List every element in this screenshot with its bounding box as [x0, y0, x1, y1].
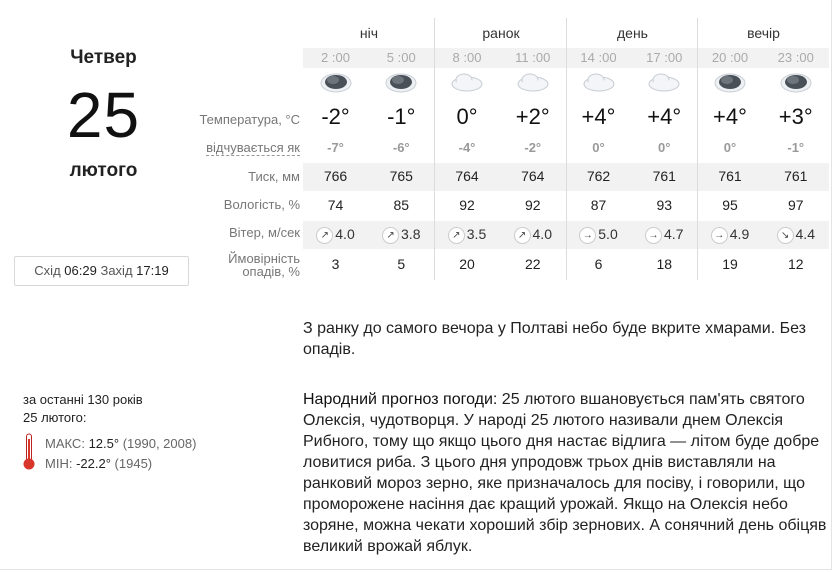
hour-wind	[435, 226, 500, 244]
history-min	[45, 456, 152, 471]
sunset-label: Захід	[100, 263, 133, 278]
hour-pressure: 765	[389, 168, 413, 184]
cloud-dark-icon	[763, 70, 828, 94]
wind-direction-icon: ↘	[777, 227, 794, 244]
sun-times	[14, 256, 189, 286]
hour-temperature: +4°	[647, 104, 682, 129]
hour-temperature: +4°	[581, 104, 616, 129]
hour-wind	[566, 226, 631, 244]
history-max-years: (1990, 2008)	[122, 436, 197, 451]
hour-precip: 3	[331, 256, 340, 272]
cloud-light-icon	[500, 70, 565, 94]
hour-precip: 6	[594, 256, 603, 272]
wind-speed: 3.8	[401, 226, 421, 242]
folk-forecast-text: 25 лютого вшановується пам'ять святого Олексія, чудотворця. У народі 25 лютого називали днем Олексія Рибного, тому що якщо цього дня настає відлига — літом буде добре ловитися риба. З цього дня упродовж трьох днів виставляли на ранковий мороз зерно, яке призначалось для посіву, і говорили, що проморожене насіння дає кращий урожай. Якщо на Олексія небо зоряне, можна чекати хороший збір зернових. А сонячний день обіцяв великий врожай яблук.	[303, 391, 827, 555]
hour-temperature: -1°	[387, 104, 416, 129]
folk-forecast	[303, 389, 831, 557]
hour-feels-like: -1°	[787, 140, 805, 155]
hour-time: 20 :00	[711, 50, 749, 65]
hour-time: 11 :00	[515, 50, 551, 65]
hour-precip: 22	[524, 256, 541, 272]
hour-pressure: 762	[586, 168, 611, 184]
hour-time: 17 :00	[646, 50, 683, 65]
hour-wind	[632, 226, 697, 244]
label-humidity: Вологість, %	[223, 197, 300, 212]
cloud-dark-icon	[698, 70, 763, 94]
hour-pressure: 761	[652, 168, 676, 184]
wind-direction-icon: ↗	[382, 227, 399, 244]
hour-wind	[500, 226, 565, 244]
wind-direction-icon: ↗	[448, 227, 465, 244]
wind-direction-icon: ↗	[514, 227, 531, 244]
history-period: за останні 130 років	[23, 392, 143, 407]
wind-speed: 3.5	[466, 226, 487, 242]
hour-temperature: +4°	[713, 104, 747, 129]
hour-time: 5 :00	[386, 50, 416, 65]
history-block	[23, 391, 223, 427]
cloud-light-icon	[566, 70, 631, 94]
hour-precip: 20	[459, 256, 475, 272]
hour-temperature: -2°	[321, 104, 350, 129]
label-feels-like[interactable]: відчувається як	[206, 140, 300, 155]
period-day: день	[617, 25, 648, 41]
hour-feels-like: -4°	[458, 140, 476, 155]
hour-feels-like: 0°	[723, 140, 737, 155]
history-date: 25 лютого:	[23, 410, 87, 425]
wind-direction-icon: →	[645, 227, 662, 244]
weekday: Четвер	[70, 47, 137, 68]
hour-temperature: 0°	[456, 104, 478, 129]
thermometer-icon	[23, 433, 35, 471]
sunrise-label: Схід	[34, 263, 61, 278]
hour-precip: 5	[397, 256, 406, 272]
wind-speed: 4.0	[335, 226, 355, 242]
hour-humidity: 74	[327, 197, 344, 213]
hour-wind	[763, 226, 828, 244]
hour-pressure: 766	[323, 168, 348, 184]
hour-temperature: +3°	[778, 104, 813, 129]
wind-speed: 4.7	[664, 226, 684, 242]
wind-direction-icon: →	[579, 227, 596, 244]
label-precip-line1: Ймовірність	[228, 251, 300, 266]
cloud-light-icon	[632, 70, 697, 94]
label-wind: Вітер, м/сек	[228, 225, 300, 240]
forecast-description: З ранку до самого вечора у Полтаві небо буде вкрите хмарами. Без опадів.	[303, 320, 806, 358]
hour-time: 23 :00	[777, 50, 814, 65]
hour-humidity: 87	[590, 197, 607, 213]
folk-forecast-label: Народний прогноз погоди:	[303, 391, 498, 408]
wind-direction-icon: →	[711, 227, 728, 244]
history-min-years: (1945)	[114, 456, 153, 471]
hour-precip: 19	[722, 256, 738, 272]
hour-wind	[369, 226, 434, 244]
wind-speed: 4.9	[729, 226, 750, 242]
history-min-label: МІН:	[45, 456, 73, 471]
hour-feels-like: 0°	[592, 140, 605, 155]
wind-direction-icon: ↗	[316, 227, 333, 244]
hour-time: 14 :00	[580, 50, 617, 65]
hour-humidity: 92	[459, 197, 475, 213]
sunset-time: 17:19	[136, 263, 169, 278]
hour-time: 2 :00	[321, 50, 350, 65]
history-max	[45, 436, 196, 451]
hour-wind	[698, 226, 763, 244]
label-pressure: Тиск, мм	[248, 169, 300, 184]
sunrise-time: 06:29	[64, 263, 97, 278]
hour-temperature: +2°	[515, 104, 550, 129]
hour-humidity: 85	[393, 197, 410, 213]
hour-time: 8 :00	[452, 50, 482, 65]
hour-humidity: 95	[722, 197, 738, 213]
hour-precip: 12	[787, 256, 804, 272]
hour-humidity: 92	[524, 197, 541, 213]
hour-pressure: 764	[521, 168, 545, 184]
day-number: 25	[66, 79, 141, 151]
history-max-label: МАКС:	[45, 436, 85, 451]
wind-speed: 5.0	[598, 226, 618, 242]
cloud-dark-icon	[303, 70, 368, 94]
hour-pressure: 764	[455, 168, 479, 184]
hour-pressure: 761	[718, 168, 742, 184]
hour-humidity: 93	[656, 197, 673, 213]
hour-precip: 18	[656, 256, 673, 272]
history-max-value: 12.5°	[88, 436, 120, 451]
hour-feels-like: -2°	[524, 140, 542, 155]
period-morning: ранок	[482, 25, 520, 41]
forecast-grid	[303, 18, 829, 280]
hour-pressure: 761	[784, 168, 808, 184]
label-precip	[228, 252, 300, 278]
period-evening: вечір	[747, 25, 780, 41]
label-precip-line2: опадів, %	[242, 264, 300, 279]
cloud-dark-icon	[369, 70, 434, 94]
cloud-light-icon	[435, 70, 500, 94]
wind-speed: 4.0	[532, 226, 552, 242]
wind-speed: 4.4	[795, 226, 815, 242]
period-night: ніч	[359, 25, 379, 41]
month-name: лютого	[69, 160, 138, 181]
hour-feels-like: 0°	[658, 140, 671, 155]
hour-humidity: 97	[787, 197, 804, 213]
history-min-value: -22.2°	[76, 456, 111, 471]
hour-feels-like: -6°	[392, 140, 410, 155]
hour-feels-like: -7°	[327, 140, 344, 155]
label-temperature: Температура, °С	[199, 112, 300, 127]
hour-wind	[303, 226, 368, 244]
